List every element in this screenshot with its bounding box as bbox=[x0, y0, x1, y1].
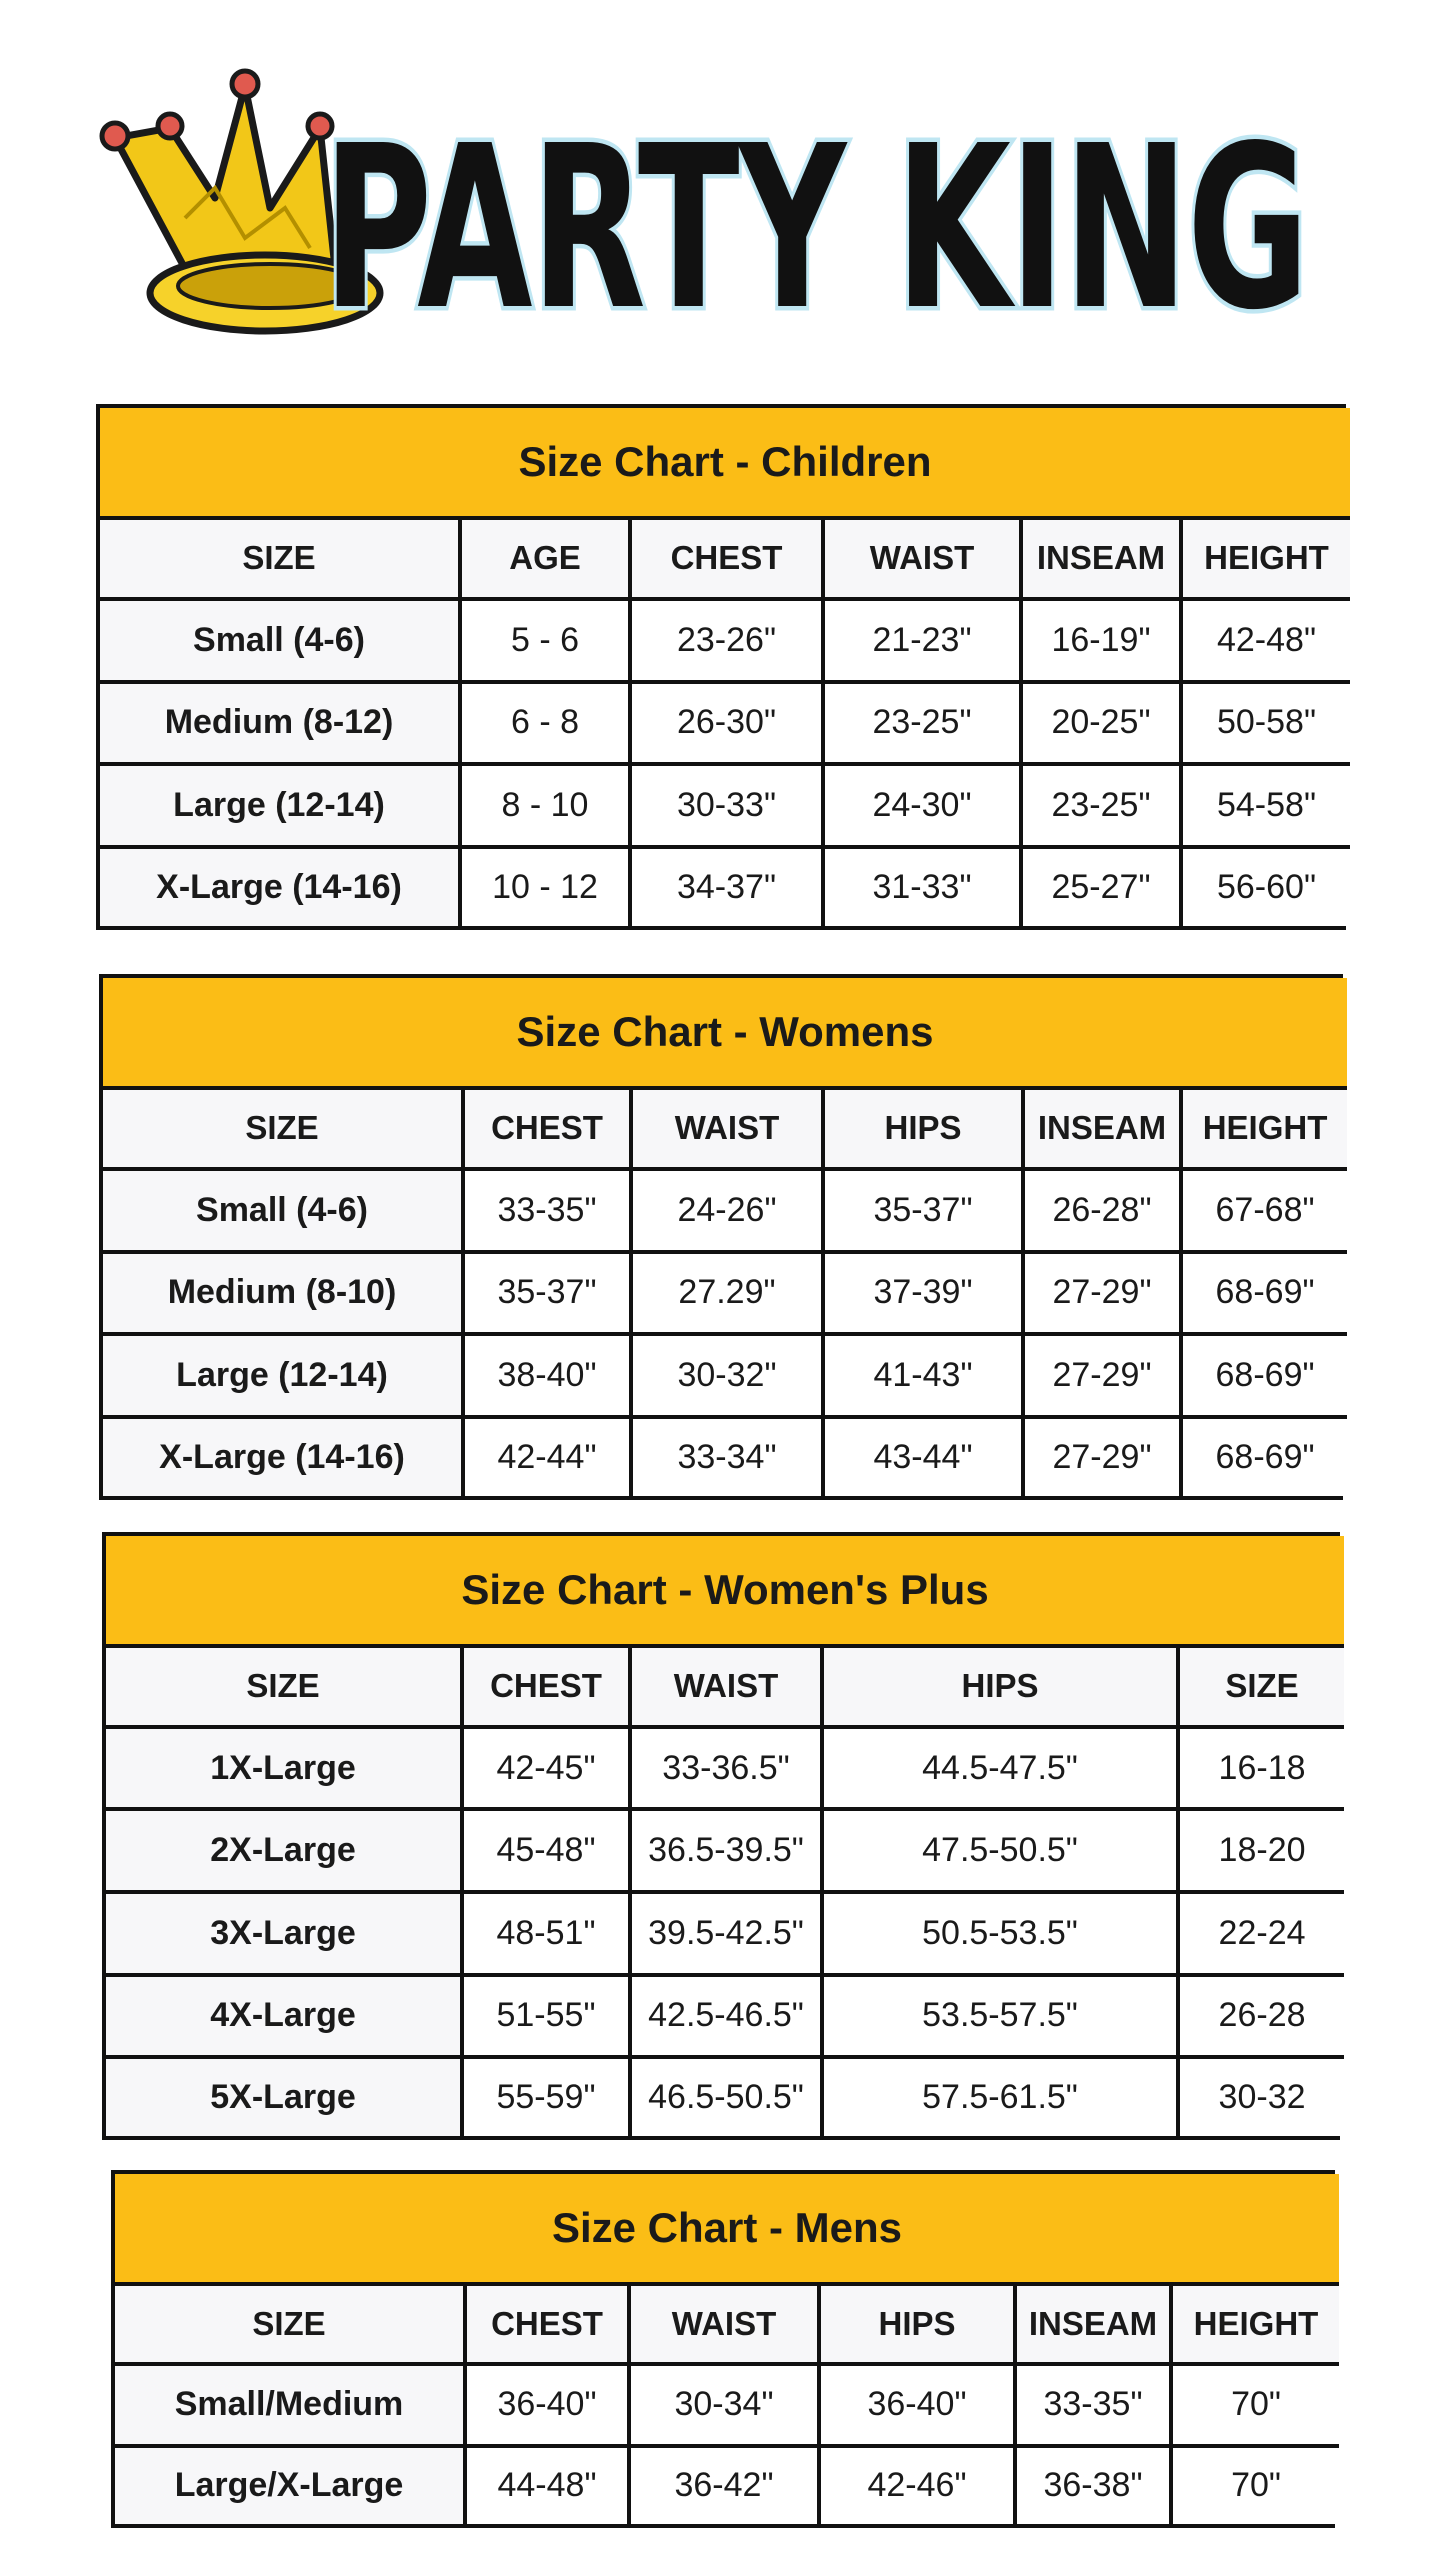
value-cell: 67-68" bbox=[1181, 1169, 1347, 1252]
value-cell: 42-45" bbox=[462, 1727, 630, 1810]
table-row bbox=[115, 2446, 1339, 2524]
value-cell: 57.5-61.5" bbox=[822, 2057, 1178, 2136]
size-cell: Small (4-6) bbox=[103, 1169, 463, 1252]
value-cell: 27-29" bbox=[1023, 1334, 1181, 1417]
value-cell: 33-36.5" bbox=[630, 1727, 822, 1810]
size-cell: 1X-Large bbox=[106, 1727, 462, 1810]
table-row bbox=[103, 1252, 1347, 1335]
value-cell: 31-33" bbox=[823, 847, 1021, 926]
value-cell: 51-55" bbox=[462, 1975, 630, 2058]
brand-wordmark: PARTY KING bbox=[323, 98, 1308, 348]
value-cell: 16-19" bbox=[1021, 599, 1181, 682]
column-header: HIPS bbox=[822, 1646, 1178, 1727]
value-cell: 26-28 bbox=[1178, 1975, 1344, 2058]
chart-title: Size Chart - Mens bbox=[115, 2174, 1339, 2284]
size-chart-mens bbox=[111, 2170, 1335, 2528]
value-cell: 5 - 6 bbox=[460, 599, 630, 682]
value-cell: 36-42" bbox=[629, 2446, 819, 2524]
table-row bbox=[115, 2364, 1339, 2446]
value-cell: 48-51" bbox=[462, 1892, 630, 1975]
table-row bbox=[100, 847, 1350, 926]
size-cell: X-Large (14-16) bbox=[103, 1417, 463, 1496]
size-chart-children bbox=[96, 404, 1346, 930]
value-cell: 70" bbox=[1171, 2446, 1339, 2524]
column-header: SIZE bbox=[103, 1088, 463, 1169]
value-cell: 27-29" bbox=[1023, 1252, 1181, 1335]
size-cell: 2X-Large bbox=[106, 1809, 462, 1892]
size-cell: Small (4-6) bbox=[100, 599, 460, 682]
value-cell: 68-69" bbox=[1181, 1252, 1347, 1335]
column-header: INSEAM bbox=[1023, 1088, 1181, 1169]
value-cell: 54-58" bbox=[1181, 764, 1350, 847]
size-cell: 3X-Large bbox=[106, 1892, 462, 1975]
column-header: CHEST bbox=[462, 1646, 630, 1727]
value-cell: 44.5-47.5" bbox=[822, 1727, 1178, 1810]
value-cell: 22-24 bbox=[1178, 1892, 1344, 1975]
column-header: WAIST bbox=[823, 518, 1021, 599]
party-king-logo bbox=[95, 68, 1325, 348]
value-cell: 34-37" bbox=[630, 847, 823, 926]
value-cell: 8 - 10 bbox=[460, 764, 630, 847]
value-cell: 42-44" bbox=[463, 1417, 631, 1496]
value-cell: 42.5-46.5" bbox=[630, 1975, 822, 2058]
value-cell: 33-34" bbox=[631, 1417, 823, 1496]
size-cell: 5X-Large bbox=[106, 2057, 462, 2136]
table-row bbox=[106, 1809, 1344, 1892]
value-cell: 26-30" bbox=[630, 682, 823, 765]
value-cell: 36.5-39.5" bbox=[630, 1809, 822, 1892]
size-cell: 4X-Large bbox=[106, 1975, 462, 2058]
size-cell: Small/Medium bbox=[115, 2364, 465, 2446]
table-row bbox=[100, 599, 1350, 682]
value-cell: 30-32 bbox=[1178, 2057, 1344, 2136]
value-cell: 50-58" bbox=[1181, 682, 1350, 765]
value-cell: 37-39" bbox=[823, 1252, 1023, 1335]
column-header: HEIGHT bbox=[1181, 518, 1350, 599]
column-header: WAIST bbox=[631, 1088, 823, 1169]
size-chart-womens-plus bbox=[102, 1532, 1340, 2140]
value-cell: 20-25" bbox=[1021, 682, 1181, 765]
chart-title: Size Chart - Women's Plus bbox=[106, 1536, 1344, 1646]
value-cell: 25-27" bbox=[1021, 847, 1181, 926]
table-row bbox=[103, 1417, 1347, 1496]
column-header: SIZE bbox=[100, 518, 460, 599]
chart-title: Size Chart - Womens bbox=[103, 978, 1347, 1088]
value-cell: 39.5-42.5" bbox=[630, 1892, 822, 1975]
value-cell: 50.5-53.5" bbox=[822, 1892, 1178, 1975]
value-cell: 43-44" bbox=[823, 1417, 1023, 1496]
column-header: SIZE bbox=[1178, 1646, 1344, 1727]
value-cell: 24-30" bbox=[823, 764, 1021, 847]
column-header: WAIST bbox=[630, 1646, 822, 1727]
value-cell: 30-33" bbox=[630, 764, 823, 847]
value-cell: 6 - 8 bbox=[460, 682, 630, 765]
value-cell: 42-48" bbox=[1181, 599, 1350, 682]
value-cell: 36-40" bbox=[819, 2364, 1015, 2446]
value-cell: 68-69" bbox=[1181, 1417, 1347, 1496]
table-row bbox=[106, 1892, 1344, 1975]
column-header: HEIGHT bbox=[1181, 1088, 1347, 1169]
value-cell: 45-48" bbox=[462, 1809, 630, 1892]
table-row bbox=[106, 2057, 1344, 2136]
size-cell: X-Large (14-16) bbox=[100, 847, 460, 926]
value-cell: 23-26" bbox=[630, 599, 823, 682]
size-cell: Medium (8-10) bbox=[103, 1252, 463, 1335]
size-chart-womens bbox=[99, 974, 1343, 1500]
value-cell: 27-29" bbox=[1023, 1417, 1181, 1496]
value-cell: 35-37" bbox=[823, 1169, 1023, 1252]
size-cell: Medium (8-12) bbox=[100, 682, 460, 765]
size-cell: Large/X-Large bbox=[115, 2446, 465, 2524]
table-row bbox=[106, 1727, 1344, 1810]
size-cell: Large (12-14) bbox=[100, 764, 460, 847]
value-cell: 26-28" bbox=[1023, 1169, 1181, 1252]
column-header: CHEST bbox=[465, 2284, 629, 2364]
value-cell: 33-35" bbox=[463, 1169, 631, 1252]
value-cell: 55-59" bbox=[462, 2057, 630, 2136]
table-row bbox=[106, 1975, 1344, 2058]
table-row bbox=[100, 764, 1350, 847]
value-cell: 36-38" bbox=[1015, 2446, 1171, 2524]
chart-title: Size Chart - Children bbox=[100, 408, 1350, 518]
value-cell: 36-40" bbox=[465, 2364, 629, 2446]
value-cell: 38-40" bbox=[463, 1334, 631, 1417]
column-header: SIZE bbox=[106, 1646, 462, 1727]
value-cell: 18-20 bbox=[1178, 1809, 1344, 1892]
value-cell: 10 - 12 bbox=[460, 847, 630, 926]
column-header: SIZE bbox=[115, 2284, 465, 2364]
value-cell: 42-46" bbox=[819, 2446, 1015, 2524]
value-cell: 21-23" bbox=[823, 599, 1021, 682]
column-header: HIPS bbox=[823, 1088, 1023, 1169]
size-cell: Large (12-14) bbox=[103, 1334, 463, 1417]
value-cell: 41-43" bbox=[823, 1334, 1023, 1417]
column-header: CHEST bbox=[630, 518, 823, 599]
value-cell: 46.5-50.5" bbox=[630, 2057, 822, 2136]
column-header: CHEST bbox=[463, 1088, 631, 1169]
column-header: HEIGHT bbox=[1171, 2284, 1339, 2364]
table-row bbox=[103, 1334, 1347, 1417]
value-cell: 70" bbox=[1171, 2364, 1339, 2446]
value-cell: 24-26" bbox=[631, 1169, 823, 1252]
table-row bbox=[100, 682, 1350, 765]
value-cell: 47.5-50.5" bbox=[822, 1809, 1178, 1892]
value-cell: 30-34" bbox=[629, 2364, 819, 2446]
value-cell: 27.29" bbox=[631, 1252, 823, 1335]
column-header: HIPS bbox=[819, 2284, 1015, 2364]
column-header: INSEAM bbox=[1015, 2284, 1171, 2364]
value-cell: 44-48" bbox=[465, 2446, 629, 2524]
value-cell: 23-25" bbox=[823, 682, 1021, 765]
value-cell: 30-32" bbox=[631, 1334, 823, 1417]
column-header: WAIST bbox=[629, 2284, 819, 2364]
value-cell: 68-69" bbox=[1181, 1334, 1347, 1417]
table-row bbox=[103, 1169, 1347, 1252]
value-cell: 35-37" bbox=[463, 1252, 631, 1335]
value-cell: 16-18 bbox=[1178, 1727, 1344, 1810]
column-header: AGE bbox=[460, 518, 630, 599]
column-header: INSEAM bbox=[1021, 518, 1181, 599]
value-cell: 53.5-57.5" bbox=[822, 1975, 1178, 2058]
value-cell: 56-60" bbox=[1181, 847, 1350, 926]
value-cell: 33-35" bbox=[1015, 2364, 1171, 2446]
value-cell: 23-25" bbox=[1021, 764, 1181, 847]
